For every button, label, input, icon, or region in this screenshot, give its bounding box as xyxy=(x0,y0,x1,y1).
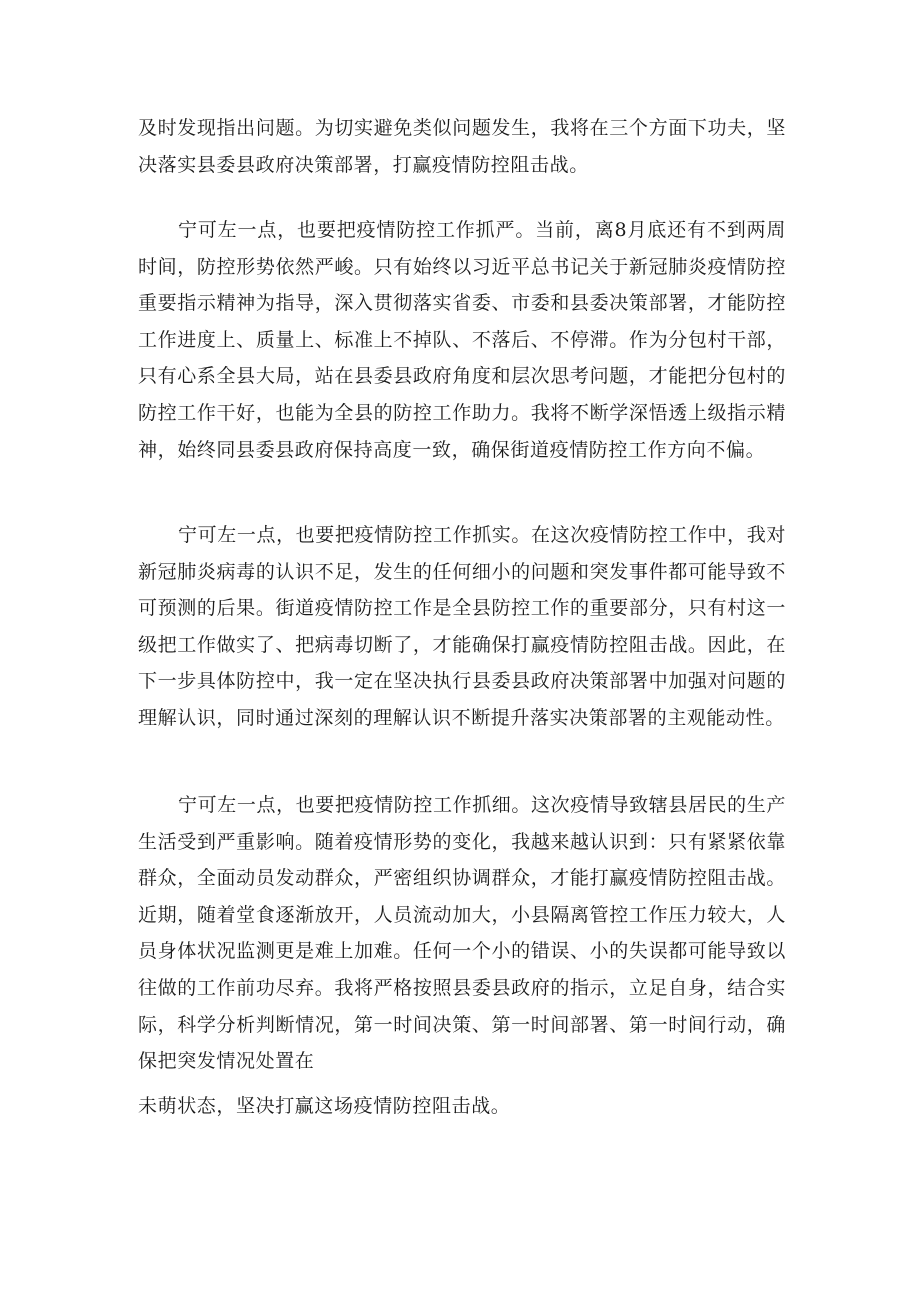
paragraph-5: 未萌状态，坚决打赢这场疫情防控阻击战。 xyxy=(138,1095,511,1117)
paragraph-4: 宁可左一点，也要把疫情防控工作抓细。这次疫情导致辖县居民的生产生活受到严重影响。随着疫情形势的变化，我越来越认识到：只有紧紧依靠群众，全面动员发动群众，严密组织协调群众，才能打赢疫情防控阻击战。近期，随着堂食逐渐放开，人员流动加大，小县隔离管控工作压力较大，人员身体状况监测更是难上加难。任何一个小的错误、小的失误都可能导致以往做的工作前功尽弃。我将严格按照县委县政府的指示，立足自身，结合实际，科学分析判断情况，第一时间决策、第一时间部署、第一时间行动，确保把突发情况处置在 xyxy=(138,794,786,1073)
paragraph-3: 宁可左一点，也要把疫情防控工作抓实。在这次疫情防控工作中，我对新冠肺炎病毒的认识不足，发生的任何细小的问题和突发事件都可能导致不可预测的后果。街道疫情防控工作是全县防控工作的重要部分，只有村这一级把工作做实了、把病毒切断了，才能确保打赢疫情防控阻击战。因此，在下一步具体防控中，我一定在坚决执行县委县政府决策部署中加强对问题的理解认识，同时通过深刻的理解认识不断提升落实决策部署的主观能动性。 xyxy=(138,524,786,729)
paragraph-1: 及时发现指出问题。为切实避免类似问题发生，我将在三个方面下功夫，坚决落实县委县政府决策部署，打赢疫情防控阻击战。 xyxy=(138,117,786,176)
paragraph-2: 宁可左一点，也要把疫情防控工作抓严。当前，离8月底还有不到两周时间，防控形势依然严峻。只有始终以习近平总书记关于新冠肺炎疫情防控重要指示精神为指导，深入贯彻落实省委、市委和县委决策部署，才能防控工作进度上、质量上、标准上不掉队、不落后、不停滞。作为分包村干部，只有心系全县大局，站在县委县政府角度和层次思考问题，才能把分包村的防控工作干好，也能为全县的防控工作助力。我将不断学深悟透上级指示精神，始终同县委县政府保持高度一致，确保街道疫情防控工作方向不偏。 xyxy=(138,219,786,461)
